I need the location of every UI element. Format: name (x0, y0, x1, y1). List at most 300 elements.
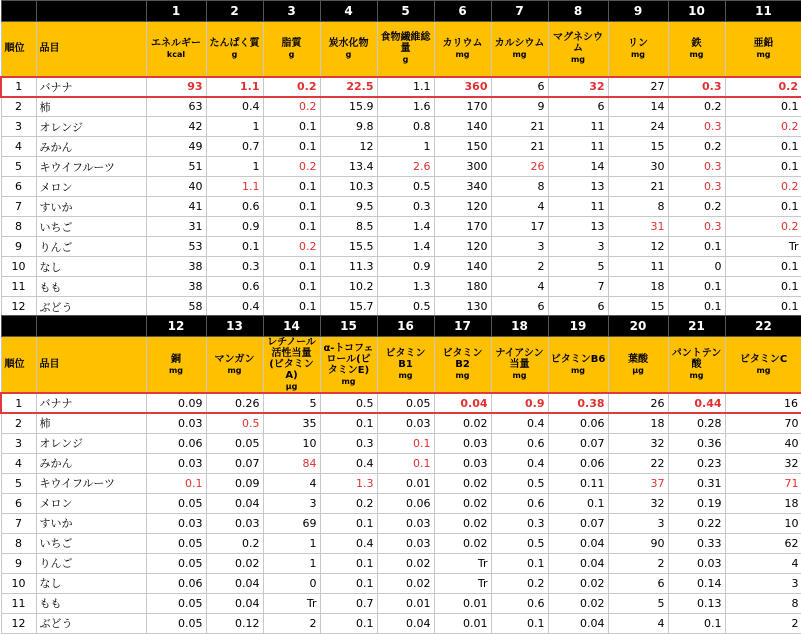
value-cell: 0.6 (491, 433, 548, 453)
item-cell: いちご (36, 217, 146, 237)
column-header (206, 337, 263, 394)
value-cell: 0.4 (320, 453, 377, 473)
value-cell: 0 (263, 573, 320, 593)
rank-cell: 4 (1, 453, 36, 473)
value-cell: 0.1 (377, 433, 434, 453)
column-header-unit: mg (512, 371, 527, 380)
value-cell: 2.6 (377, 157, 434, 177)
value-cell: 0.05 (146, 493, 206, 513)
value-cell: 10.3 (320, 177, 377, 197)
column-header-name: たんぱく質 (209, 37, 260, 49)
value-cell: 2 (263, 613, 320, 633)
value-cell: 0.1 (263, 197, 320, 217)
value-cell: 0.1 (725, 137, 801, 157)
column-header-unit: mg (570, 365, 586, 375)
value-cell: 0.1 (146, 473, 206, 493)
column-number (1, 1, 36, 22)
column-header-name: ビタミンB2 (442, 348, 483, 370)
value-cell: 0.13 (668, 593, 725, 613)
value-cell: 15.9 (320, 97, 377, 117)
value-cell: 0.3 (491, 513, 548, 533)
value-cell: 11 (548, 137, 608, 157)
rank-cell: 12 (1, 297, 36, 317)
rank-cell: 6 (1, 177, 36, 197)
value-cell: 0.2 (668, 137, 725, 157)
value-cell: 0.04 (377, 613, 434, 633)
column-header-name: マンガン (214, 353, 255, 365)
item-cell: なし (36, 257, 146, 277)
column-header-unit: g (288, 49, 295, 59)
value-cell: 0.1 (320, 613, 377, 633)
column-number: 11 (725, 1, 801, 22)
value-cell: Tr (434, 553, 491, 573)
value-cell: 1 (263, 553, 320, 573)
column-number: 9 (608, 1, 668, 22)
column-number: 5 (377, 1, 434, 22)
column-number (36, 1, 146, 22)
value-cell: 13 (548, 177, 608, 197)
value-cell: 53 (146, 237, 206, 257)
column-header-unit: mg (689, 49, 704, 59)
rank-cell: 10 (1, 257, 36, 277)
table-row (1, 177, 801, 197)
value-cell: 0.1 (668, 277, 725, 297)
value-cell: 0.36 (668, 433, 725, 453)
value-cell: 13 (548, 217, 608, 237)
value-cell: 14 (548, 157, 608, 177)
column-number: 7 (491, 1, 548, 22)
column-number (1, 316, 36, 337)
column-header-name: 品目 (39, 43, 60, 55)
column-header-name: ナイアシン当量 (495, 348, 544, 370)
rank-cell: 5 (1, 157, 36, 177)
column-header (320, 337, 377, 394)
value-cell: 0.1 (668, 297, 725, 317)
value-cell: 0.2 (725, 77, 801, 97)
value-cell: 0.1 (263, 257, 320, 277)
value-cell: 0.04 (548, 553, 608, 573)
value-cell: 12 (608, 237, 668, 257)
value-cell: 0.02 (434, 533, 491, 553)
column-header-name: α-トコフェロール(ビタミンE) (323, 342, 374, 376)
item-cell: りんご (36, 553, 146, 573)
column-header-name: 鉄 (691, 37, 702, 49)
value-cell: 14 (608, 97, 668, 117)
column-header-unit: mg (756, 365, 771, 375)
value-cell: 1.3 (320, 473, 377, 493)
table-row (1, 553, 801, 573)
value-cell: 0.31 (668, 473, 725, 493)
rank-cell: 9 (1, 553, 36, 573)
value-cell: 4 (608, 613, 668, 633)
value-cell: 170 (434, 97, 491, 117)
table-row (1, 433, 801, 453)
value-cell: 0.09 (146, 393, 206, 413)
column-header-name: ビタミンC (739, 353, 788, 365)
value-cell: 0.3 (668, 177, 725, 197)
item-cell: オレンジ (36, 433, 146, 453)
value-cell: 0.1 (725, 97, 801, 117)
value-cell: 0.04 (206, 493, 263, 513)
value-cell: 0.2 (725, 217, 801, 237)
column-header-name: 品目 (39, 359, 60, 370)
value-cell: 0.6 (491, 493, 548, 513)
value-cell: 0.6 (206, 197, 263, 217)
value-cell: 0.11 (548, 473, 608, 493)
column-header-unit: mg (512, 49, 527, 59)
column-header-name: レチノール活性当量(ビタミンA) (267, 337, 316, 381)
value-cell: 32 (608, 493, 668, 513)
value-cell: 360 (434, 77, 491, 97)
value-cell: 63 (146, 97, 206, 117)
table-row (1, 613, 801, 633)
value-cell: 38 (146, 277, 206, 297)
value-cell: 26 (491, 157, 548, 177)
rank-cell: 8 (1, 217, 36, 237)
value-cell: 0.02 (377, 553, 434, 573)
column-header (434, 337, 491, 394)
value-cell: Tr (725, 237, 801, 257)
column-number: 10 (668, 1, 725, 22)
value-cell: 0.3 (668, 157, 725, 177)
value-cell: 0.2 (725, 117, 801, 137)
value-cell: 71 (725, 473, 801, 493)
table-row (1, 97, 801, 117)
value-cell: 15 (608, 297, 668, 317)
value-cell: 0.3 (668, 77, 725, 97)
table-row (1, 593, 801, 613)
value-cell: 3 (491, 237, 548, 257)
rank-cell: 9 (1, 237, 36, 257)
value-cell: 0.03 (377, 413, 434, 433)
value-cell: 1.1 (206, 77, 263, 97)
value-cell: 37 (608, 473, 668, 493)
value-cell: 93 (146, 77, 206, 97)
column-number: 6 (434, 1, 491, 22)
value-cell: 0.03 (377, 513, 434, 533)
value-cell: 140 (434, 117, 491, 137)
value-cell: 32 (608, 433, 668, 453)
value-cell: 0.2 (206, 533, 263, 553)
value-cell: Tr (263, 593, 320, 613)
value-cell: 3 (608, 513, 668, 533)
item-cell: メロン (36, 177, 146, 197)
value-cell: 0.2 (263, 97, 320, 117)
item-cell: キウイフルーツ (36, 473, 146, 493)
value-cell: 0.9 (206, 217, 263, 237)
table-row-top-ranked (1, 393, 801, 413)
column-header-name: 食物繊維総量 (380, 32, 431, 55)
table-row (1, 493, 801, 513)
value-cell: 0.06 (548, 413, 608, 433)
value-cell: 10.2 (320, 277, 377, 297)
value-cell: 0.1 (263, 137, 320, 157)
value-cell: 0.03 (668, 553, 725, 573)
column-header-unit: mg (689, 371, 704, 380)
rank-cell: 1 (1, 393, 36, 413)
value-cell: 0.4 (491, 413, 548, 433)
value-cell: 0.06 (146, 573, 206, 593)
column-header-name: パントテン酸 (671, 348, 722, 370)
column-header-name: カルシウム (494, 37, 545, 49)
column-header (725, 22, 801, 77)
column-header-name: 順位 (4, 43, 25, 55)
column-header-name: ビタミンB1 (385, 348, 426, 370)
value-cell: 0.8 (377, 117, 434, 137)
value-cell: 0.12 (206, 613, 263, 633)
column-header (725, 337, 801, 394)
value-cell: 0.2 (725, 177, 801, 197)
item-cell: バナナ (36, 393, 146, 413)
value-cell: 150 (434, 137, 491, 157)
value-cell: 0.5 (377, 297, 434, 317)
value-cell: 0.7 (320, 593, 377, 613)
value-cell: 32 (548, 77, 608, 97)
column-header (146, 22, 206, 77)
value-cell: 0.1 (725, 197, 801, 217)
value-cell: 0.1 (320, 413, 377, 433)
value-cell: 62 (725, 533, 801, 553)
value-cell: 4 (725, 553, 801, 573)
value-cell: 18 (725, 493, 801, 513)
value-cell: 0.5 (491, 533, 548, 553)
value-cell: 42 (146, 117, 206, 137)
column-header (608, 22, 668, 77)
item-cell: 柿 (36, 97, 146, 117)
value-cell: 38 (146, 257, 206, 277)
value-cell: 0.01 (377, 473, 434, 493)
value-cell: 6 (491, 77, 548, 97)
column-header-unit: g (402, 55, 409, 65)
value-cell: 0.05 (206, 433, 263, 453)
column-header-unit: mg (168, 365, 184, 375)
value-cell: 32 (725, 453, 801, 473)
column-header-unit: mg (630, 49, 646, 59)
value-cell: 0.01 (434, 613, 491, 633)
value-cell: 0.06 (377, 493, 434, 513)
column-header (491, 337, 548, 394)
value-cell: 300 (434, 157, 491, 177)
value-cell: 11 (548, 197, 608, 217)
column-header-unit: mg (455, 49, 470, 59)
value-cell: 6 (491, 297, 548, 317)
value-cell: 0.1 (548, 493, 608, 513)
column-header-unit: μg (285, 382, 298, 391)
value-cell: 0.02 (548, 573, 608, 593)
column-header-unit: mg (756, 49, 771, 59)
value-cell: 4 (263, 473, 320, 493)
value-cell: 0.1 (668, 237, 725, 257)
value-cell: 4 (491, 277, 548, 297)
value-cell: 0.3 (206, 257, 263, 277)
column-header (206, 22, 263, 77)
rank-cell: 8 (1, 533, 36, 553)
table-row (1, 533, 801, 553)
item-cell: すいか (36, 197, 146, 217)
value-cell: 21 (608, 177, 668, 197)
value-cell: 40 (146, 177, 206, 197)
value-cell: 0.07 (548, 513, 608, 533)
value-cell: 69 (263, 513, 320, 533)
value-cell: 0.4 (206, 297, 263, 317)
header-row (1, 22, 801, 77)
value-cell: 0.44 (668, 393, 725, 413)
table-row (1, 237, 801, 257)
value-cell: 0.1 (320, 553, 377, 573)
table-row (1, 473, 801, 493)
value-cell: 0.1 (206, 237, 263, 257)
value-cell: 0.1 (377, 453, 434, 473)
value-cell: 0.01 (377, 593, 434, 613)
value-cell: 18 (608, 413, 668, 433)
value-cell: 5 (608, 593, 668, 613)
column-header-name: リン (628, 37, 648, 49)
value-cell: 0.05 (377, 393, 434, 413)
value-cell: 0.2 (320, 493, 377, 513)
value-cell: 0.9 (491, 393, 548, 413)
table-row (1, 297, 801, 317)
column-header (1, 337, 36, 394)
rank-cell: 2 (1, 413, 36, 433)
value-cell: 11 (548, 117, 608, 137)
value-cell: 0.02 (434, 493, 491, 513)
value-cell: 0.04 (206, 593, 263, 613)
column-header (36, 337, 146, 394)
item-cell: バナナ (36, 77, 146, 97)
column-header-name: 脂質 (281, 37, 302, 49)
value-cell: 7 (548, 277, 608, 297)
value-cell: 13.4 (320, 157, 377, 177)
value-cell: 5 (263, 393, 320, 413)
value-cell: 0.1 (263, 297, 320, 317)
value-cell: 6 (608, 573, 668, 593)
table-row (1, 277, 801, 297)
value-cell: 10 (263, 433, 320, 453)
table-row (1, 217, 801, 237)
value-cell: 0.33 (668, 533, 725, 553)
value-cell: 0.6 (491, 593, 548, 613)
value-cell: 0.23 (668, 453, 725, 473)
item-cell: メロン (36, 493, 146, 513)
value-cell: 84 (263, 453, 320, 473)
value-cell: 8.5 (320, 217, 377, 237)
table-row (1, 257, 801, 277)
value-cell: 8 (725, 593, 801, 613)
column-header-unit: mg (570, 55, 586, 65)
value-cell: 0.1 (668, 613, 725, 633)
value-cell: 0.28 (668, 413, 725, 433)
column-number: 15 (320, 316, 377, 337)
value-cell: 10 (725, 513, 801, 533)
value-cell: 0.3 (668, 117, 725, 137)
value-cell: 0.1 (725, 277, 801, 297)
column-header (491, 22, 548, 77)
value-cell: 58 (146, 297, 206, 317)
value-cell: 0.2 (263, 157, 320, 177)
value-cell: 3 (548, 237, 608, 257)
column-number: 1 (146, 1, 206, 22)
column-number-row (1, 1, 801, 22)
value-cell: 15.5 (320, 237, 377, 257)
value-cell: 31 (146, 217, 206, 237)
value-cell: 0.1 (725, 157, 801, 177)
value-cell: 0.02 (434, 473, 491, 493)
value-cell: 18 (608, 277, 668, 297)
value-cell: 40 (725, 433, 801, 453)
column-number: 21 (668, 316, 725, 337)
value-cell: 0.1 (263, 117, 320, 137)
item-cell: もも (36, 593, 146, 613)
column-header-unit: g (231, 49, 238, 59)
value-cell: 0.07 (206, 453, 263, 473)
value-cell: 0.1 (263, 217, 320, 237)
table-row (1, 197, 801, 217)
value-cell: 0.9 (377, 257, 434, 277)
value-cell: 0.6 (206, 277, 263, 297)
value-cell: 0.2 (668, 97, 725, 117)
value-cell: 22.5 (320, 77, 377, 97)
column-number: 16 (377, 316, 434, 337)
value-cell: 17 (491, 217, 548, 237)
value-cell: 0.5 (320, 393, 377, 413)
column-header (1, 22, 36, 77)
value-cell: 31 (608, 217, 668, 237)
column-header (548, 337, 608, 394)
value-cell: 0.14 (668, 573, 725, 593)
value-cell: 0.06 (548, 453, 608, 473)
column-header-name: 葉酸 (628, 353, 648, 365)
value-cell: 0.03 (206, 513, 263, 533)
value-cell: 0.05 (146, 613, 206, 633)
column-header-unit: mg (341, 376, 356, 386)
value-cell: 41 (146, 197, 206, 217)
value-cell: 0.4 (491, 453, 548, 473)
value-cell: 0.1 (263, 277, 320, 297)
column-header-name: ビタミンB6 (550, 353, 606, 365)
value-cell: 6 (548, 97, 608, 117)
value-cell: 0.7 (206, 137, 263, 157)
value-cell: 0.04 (206, 573, 263, 593)
column-header (146, 337, 206, 394)
value-cell: 51 (146, 157, 206, 177)
column-number: 8 (548, 1, 608, 22)
value-cell: 0.1 (263, 177, 320, 197)
value-cell: 0.4 (320, 533, 377, 553)
value-cell: Tr (434, 573, 491, 593)
value-cell: 1.4 (377, 217, 434, 237)
value-cell: 11 (608, 257, 668, 277)
value-cell: 15.7 (320, 297, 377, 317)
value-cell: 0 (668, 257, 725, 277)
value-cell: 1.1 (206, 177, 263, 197)
value-cell: 22 (608, 453, 668, 473)
value-cell: 0.3 (377, 197, 434, 217)
column-number: 12 (146, 316, 206, 337)
column-header-name: 順位 (4, 359, 25, 370)
value-cell: 0.2 (668, 197, 725, 217)
value-cell: 0.3 (668, 217, 725, 237)
rank-cell: 3 (1, 433, 36, 453)
table-row (1, 413, 801, 433)
column-number: 13 (206, 316, 263, 337)
item-cell: りんご (36, 237, 146, 257)
value-cell: 0.1 (725, 257, 801, 277)
value-cell: 21 (491, 117, 548, 137)
value-cell: 0.03 (146, 513, 206, 533)
table-row-top-ranked (1, 77, 801, 97)
column-header-name: 銅 (171, 353, 181, 365)
value-cell: 1.4 (377, 237, 434, 257)
